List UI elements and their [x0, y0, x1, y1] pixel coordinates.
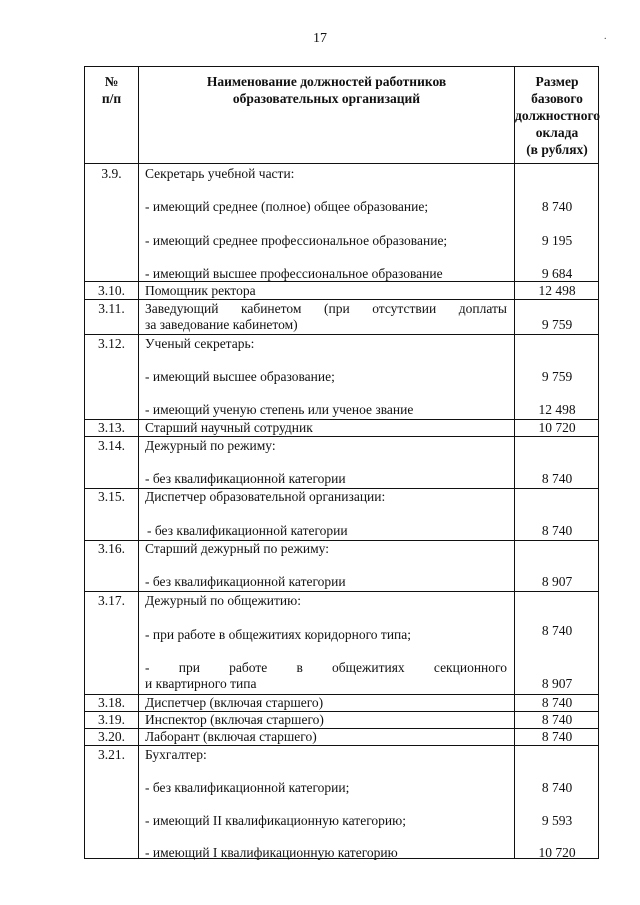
row-divider [85, 436, 598, 437]
position-variant: - имеющий среднее профессиональное образование; [145, 233, 448, 248]
salary-value: 8 740 [541, 729, 573, 744]
position-title: Бухгалтер: [145, 747, 207, 762]
position-variant: - без квалификационной категории [145, 471, 346, 486]
salary-value: 12 498 [538, 283, 576, 298]
row-divider [85, 591, 598, 592]
position-title: Инспектор (включая старшего) [145, 712, 324, 727]
scan-mark: . [604, 31, 607, 42]
position-variant: - имеющий I квалификационную категорию [145, 845, 398, 860]
row-number: 3.13. [98, 420, 125, 435]
position-title: Заведующий кабинетом (при отсутствии доплаты [145, 301, 507, 316]
row-divider [85, 299, 598, 300]
salary-value: 8 740 [541, 712, 573, 727]
salary-value: 9 684 [541, 266, 573, 281]
header-base-salary: Размер базового должностного оклада (в рублях) [515, 74, 600, 157]
position-title: Дежурный по режиму: [145, 438, 276, 453]
position-variant: - имеющий среднее (полное) общее образование; [145, 199, 429, 214]
position-title-continued: за заведование кабинетом) [145, 317, 298, 332]
position-title: Помощник ректора [145, 283, 256, 298]
salary-value: 8 740 [541, 199, 573, 214]
row-number: 3.21. [98, 747, 125, 762]
page-number: 17 [313, 31, 327, 46]
row-number: 3.12. [98, 336, 125, 351]
position-variant: - без квалификационной категории [145, 574, 346, 589]
row-number: 3.17. [98, 593, 125, 608]
salary-value: 8 740 [541, 623, 573, 638]
row-number: 3.10. [98, 283, 125, 298]
salary-value: 8 740 [541, 471, 573, 486]
row-number: 3.11. [98, 301, 125, 316]
row-number: 3.20. [98, 729, 125, 744]
position-title: Диспетчер образовательной организации: [145, 489, 386, 504]
position-variant: - имеющий высшее образование; [145, 369, 335, 384]
position-variant-continued: и квартирного типа [145, 676, 257, 691]
position-variant: - имеющий высшее профессиональное образование [145, 266, 443, 281]
row-number: 3.18. [98, 695, 125, 710]
position-title: Дежурный по общежитию: [145, 593, 301, 608]
salary-table [84, 66, 599, 859]
position-variant: - имеющий II квалификационную категорию; [145, 813, 406, 828]
header-position-name: Наименование должностей работников образовательных организаций [206, 74, 447, 106]
column-divider [138, 67, 139, 858]
row-number: 3.14. [98, 438, 125, 453]
position-title: Лаборант (включая старшего) [145, 729, 317, 744]
position-variant: - при работе в общежитиях секционного [145, 660, 507, 675]
row-number: 3.9. [101, 166, 122, 181]
position-title: Секретарь учебной части: [145, 166, 295, 181]
salary-value: 8 907 [541, 676, 573, 691]
salary-value: 8 740 [541, 523, 573, 538]
position-title: Старший дежурный по режиму: [145, 541, 329, 556]
row-number: 3.16. [98, 541, 125, 556]
position-title: Старший научный сотрудник [145, 420, 313, 435]
position-title: Диспетчер (включая старшего) [145, 695, 324, 710]
salary-value: 9 195 [541, 233, 573, 248]
salary-value: 8 740 [541, 695, 573, 710]
header-number: № п/п [101, 74, 122, 106]
row-number: 3.19. [98, 712, 125, 727]
salary-value: 8 907 [541, 574, 573, 589]
salary-value: 9 759 [541, 369, 573, 384]
position-variant: - без квалификационной категории [147, 523, 348, 538]
salary-value: 9 593 [541, 813, 573, 828]
salary-value: 12 498 [538, 402, 576, 417]
salary-value: 10 720 [538, 420, 576, 435]
row-divider [85, 745, 598, 746]
salary-value: 8 740 [541, 780, 573, 795]
position-variant: - при работе в общежитиях коридорного типа; [145, 627, 412, 642]
position-title: Ученый секретарь: [145, 336, 255, 351]
row-divider [85, 163, 598, 164]
row-divider [85, 334, 598, 335]
position-variant: - без квалификационной категории; [145, 780, 350, 795]
position-variant: - имеющий ученую степень или ученое звание [145, 402, 414, 417]
salary-value: 10 720 [538, 845, 576, 860]
salary-value: 9 759 [541, 317, 573, 332]
row-number: 3.15. [98, 489, 125, 504]
